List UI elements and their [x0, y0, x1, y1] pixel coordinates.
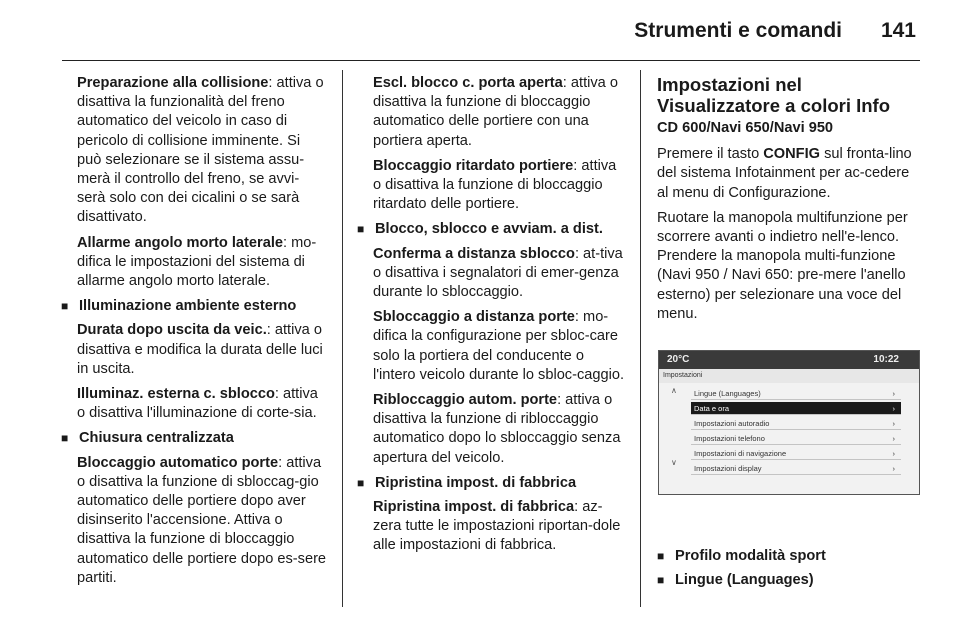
para-text: sul fronta-lino del sistema Infotainment per ac-cedere al menu di Configurazione. — [657, 146, 912, 201]
chevron-right-icon: › — [892, 449, 895, 458]
setting-entry — [77, 74, 327, 228]
setting-entry — [373, 157, 625, 215]
setting-entry — [77, 385, 327, 423]
setting-description: : attiva o disattiva la funzione di ribloccaggio automatico dopo lo sbloccaggio senza apertura del veicolo. — [373, 392, 621, 466]
bullet-heading: ■ Ripristina impost. di fabbrica — [357, 474, 625, 493]
setting-label: Ribloccaggio autom. porte — [373, 392, 558, 409]
menu-item-label: Impostazioni di navigazione — [694, 449, 787, 458]
bullet-heading: ■ Illuminazione ambiente esterno — [61, 297, 327, 316]
settings-menu-item[interactable] — [691, 432, 901, 445]
page-number: 141 — [880, 19, 916, 42]
setting-entry — [373, 391, 625, 468]
chevron-right-icon: › — [892, 404, 895, 413]
setting-description: : attiva o disattiva l'illuminazione di corte-sia. — [77, 386, 318, 422]
chevron-right-icon: › — [892, 434, 895, 443]
settings-menu-item[interactable] — [691, 387, 901, 400]
menu-item-label: Impostazioni autoradio — [694, 419, 770, 428]
setting-label: Durata dopo uscita da veic. — [77, 322, 267, 339]
scroll-down-icon[interactable]: ∨ — [671, 458, 677, 467]
setting-description: : mo-difica la configurazione per sbloc-care solo la portiera del conducente o l'intero veicolo durante lo sbloc-caggio. — [373, 309, 625, 383]
settings-menu-item[interactable] — [691, 417, 901, 430]
setting-entry — [77, 234, 327, 292]
bullet-heading: ■ Chiusura centralizzata — [61, 429, 327, 448]
setting-entry — [373, 74, 625, 151]
chevron-right-icon: › — [892, 464, 895, 473]
setting-label: Preparazione alla collisione — [77, 75, 269, 91]
paragraph-config — [657, 145, 919, 203]
column-3-bullets — [673, 543, 913, 595]
menu-item-label: Impostazioni telefono — [694, 434, 765, 443]
menu-item-label: Impostazioni display — [694, 464, 762, 473]
running-header-title: Strumenti e comandi — [634, 19, 842, 42]
setting-description: : attiva o disattiva la funzione di sbloccag-gio automatico delle portiere dopo aver disinserito l'accensione. Attiva o disattiva la funzione di bloccaggio automatico delle portiere dopo es-sere partiti. — [77, 454, 327, 586]
setting-description: : attiva o disattiva la funzione di bloccaggio automatico delle portiere con una portiera aperta. — [373, 75, 618, 149]
settings-title: Impostazioni — [663, 372, 703, 379]
setting-description: : attiva o disattiva e modifica la durata delle luci in uscita. — [77, 322, 323, 377]
setting-label: Illuminaz. esterna c. sblocco — [77, 386, 275, 403]
bullet-item: ■ Lingue (Languages) — [657, 571, 913, 590]
section-heading: Impostazioni nel Visualizzatore a colori Info — [657, 74, 891, 116]
setting-entry — [77, 454, 327, 588]
setting-entry — [373, 245, 625, 303]
settings-menu-item[interactable] — [691, 402, 901, 415]
setting-label: Conferma a distanza sblocco — [373, 245, 575, 262]
status-bar — [659, 351, 919, 369]
setting-label: Escl. blocco c. porta aperta — [373, 75, 563, 91]
setting-label: Sbloccaggio a distanza porte — [373, 309, 575, 326]
column-1 — [77, 74, 327, 594]
chevron-right-icon: › — [892, 389, 895, 398]
setting-description: : attiva o disattiva la funzionalità del freno automatico del veicolo in caso di pericolo di collisione imminente. Si può selezionare se il sistema assu-merà il controllo del freno, se avvi-serà solo con dei cicalini o se sarà disattivato. — [77, 75, 324, 226]
settings-menu-item[interactable] — [691, 462, 901, 475]
settings-menu-item[interactable] — [691, 447, 901, 460]
setting-entry — [77, 321, 327, 379]
header-rule — [62, 60, 920, 61]
chevron-right-icon: › — [892, 419, 895, 428]
config-key-label: CONFIG — [763, 146, 821, 163]
column-divider-2 — [640, 70, 641, 607]
settings-title-bar — [659, 369, 919, 383]
setting-description: : mo-difica le impostazioni del sistema di allarme angolo morto laterale. — [77, 234, 317, 290]
setting-label: Allarme angolo morto laterale — [77, 234, 283, 251]
setting-entry — [373, 308, 625, 385]
settings-menu — [659, 383, 919, 494]
paragraph-knob: Ruotare la manopola multifunzione per scorrere avanti o indietro nell'e-lenco. Prendere la manopola multi-funzione (Navi 950 / Navi 650: pre-mere l'anello esterno) per selezionare una voce del menu. — [657, 209, 908, 322]
menu-item-label: Lingue (Languages) — [694, 389, 761, 398]
setting-label: Ripristina impost. di fabbrica — [373, 499, 575, 516]
setting-description: : attiva o disattiva la funzione di bloccaggio ritardato delle portiere. — [373, 157, 617, 213]
scroll-up-icon[interactable]: ∧ — [671, 386, 677, 395]
column-3 — [657, 74, 919, 330]
clock-readout: 10:22 — [873, 354, 899, 365]
bullet-item: ■ Profilo modalità sport — [657, 547, 913, 566]
menu-item-label: Data e ora — [694, 404, 730, 413]
column-2 — [373, 74, 625, 562]
setting-entry — [373, 498, 625, 556]
setting-description: : at-tiva o disattiva i segnalatori di emer-genza durante lo sbloccaggio. — [373, 245, 623, 301]
setting-label: Bloccaggio automatico porte — [77, 454, 279, 471]
temperature-readout: 20°C — [667, 354, 690, 365]
bullet-heading: ■ Blocco, sblocco e avviam. a dist. — [357, 220, 625, 239]
infotainment-screenshot — [658, 350, 920, 495]
setting-description: : az-zera tutte le impostazioni riportan-dole alle impostazioni di fabbrica. — [373, 499, 621, 554]
setting-label: Bloccaggio ritardato portiere — [373, 157, 574, 174]
column-divider-1 — [342, 70, 343, 607]
para-text: Premere il tasto — [657, 146, 764, 163]
section-subheading: CD 600/Navi 650/Navi 950 — [657, 120, 834, 136]
